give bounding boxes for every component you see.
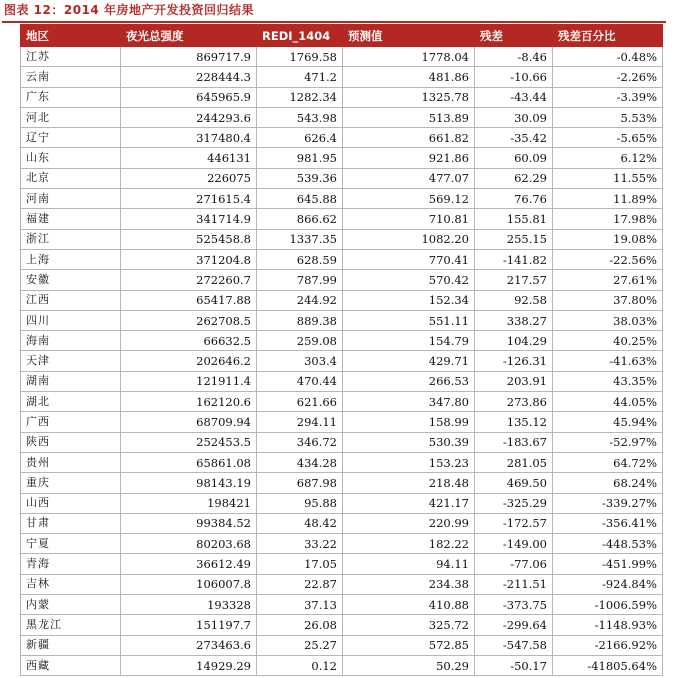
residual-cell: 281.05 <box>475 452 553 472</box>
night-light-cell: 645965.9 <box>121 87 257 107</box>
table-row <box>21 229 663 249</box>
predicted-cell: 266.53 <box>343 371 475 391</box>
night-light-cell: 272260.7 <box>121 270 257 290</box>
night-light-cell: 525458.8 <box>121 229 257 249</box>
region-cell: 云南 <box>21 67 121 87</box>
regression-results-table <box>20 24 663 676</box>
region-cell: 四川 <box>21 310 121 330</box>
residual-percent-cell: -41.63% <box>553 351 663 371</box>
residual-percent-cell: 37.80% <box>553 290 663 310</box>
figure-title: 图表 12：2014 年房地产开发投资回归结果 <box>4 3 254 17</box>
redi-cell: 1282.34 <box>257 87 343 107</box>
redi-cell: 37.13 <box>257 595 343 615</box>
residual-cell: 30.09 <box>475 107 553 127</box>
predicted-cell: 50.29 <box>343 655 475 675</box>
region-cell: 山东 <box>21 148 121 168</box>
night-light-cell: 273463.6 <box>121 635 257 655</box>
region-cell: 内蒙 <box>21 595 121 615</box>
residual-percent-cell: -52.97% <box>553 432 663 452</box>
residual-percent-cell: -339.27% <box>553 493 663 513</box>
region-cell: 重庆 <box>21 473 121 493</box>
night-light-cell: 121911.4 <box>121 371 257 391</box>
table-row <box>21 209 663 229</box>
residual-percent-cell: 17.98% <box>553 209 663 229</box>
residual-percent-cell: -5.65% <box>553 128 663 148</box>
region-cell: 广西 <box>21 412 121 432</box>
table-row <box>21 47 663 67</box>
table-row <box>21 473 663 493</box>
predicted-cell: 158.99 <box>343 412 475 432</box>
table-row <box>21 148 663 168</box>
predicted-cell: 1325.78 <box>343 87 475 107</box>
residual-cell: -141.82 <box>475 249 553 269</box>
night-light-cell: 36612.49 <box>121 554 257 574</box>
night-light-cell: 99384.52 <box>121 513 257 533</box>
table-row <box>21 554 663 574</box>
table-row <box>21 452 663 472</box>
table-row <box>21 290 663 310</box>
region-cell: 安徽 <box>21 270 121 290</box>
table-row <box>21 310 663 330</box>
residual-percent-cell: 68.24% <box>553 473 663 493</box>
redi-cell: 981.95 <box>257 148 343 168</box>
table-row <box>21 87 663 107</box>
header-region: 地区 <box>21 25 121 47</box>
residual-percent-cell: 5.53% <box>553 107 663 127</box>
night-light-cell: 371204.8 <box>121 249 257 269</box>
residual-percent-cell: 6.12% <box>553 148 663 168</box>
residual-cell: 203.91 <box>475 371 553 391</box>
redi-cell: 687.98 <box>257 473 343 493</box>
table-row <box>21 168 663 188</box>
table-row <box>21 67 663 87</box>
region-cell: 河北 <box>21 107 121 127</box>
night-light-cell: 68709.94 <box>121 412 257 432</box>
table-row <box>21 412 663 432</box>
night-light-cell: 244293.6 <box>121 107 257 127</box>
region-cell: 陕西 <box>21 432 121 452</box>
redi-cell: 244.92 <box>257 290 343 310</box>
table-row <box>21 432 663 452</box>
redi-cell: 48.42 <box>257 513 343 533</box>
residual-percent-cell: -356.41% <box>553 513 663 533</box>
region-cell: 浙江 <box>21 229 121 249</box>
redi-cell: 621.66 <box>257 392 343 412</box>
night-light-cell: 869717.9 <box>121 47 257 67</box>
night-light-cell: 202646.2 <box>121 351 257 371</box>
night-light-cell: 252453.5 <box>121 432 257 452</box>
predicted-cell: 347.80 <box>343 392 475 412</box>
night-light-cell: 14929.29 <box>121 655 257 675</box>
residual-cell: 104.29 <box>475 331 553 351</box>
table-row <box>21 392 663 412</box>
redi-cell: 1769.58 <box>257 47 343 67</box>
header-night-light-intensity: 夜光总强度 <box>121 25 257 47</box>
predicted-cell: 220.99 <box>343 513 475 533</box>
redi-cell: 628.59 <box>257 249 343 269</box>
region-cell: 甘肃 <box>21 513 121 533</box>
region-cell: 新疆 <box>21 635 121 655</box>
predicted-cell: 94.11 <box>343 554 475 574</box>
region-cell: 福建 <box>21 209 121 229</box>
region-cell: 江西 <box>21 290 121 310</box>
region-cell: 辽宁 <box>21 128 121 148</box>
table-row <box>21 534 663 554</box>
redi-cell: 471.2 <box>257 67 343 87</box>
region-cell: 海南 <box>21 331 121 351</box>
redi-cell: 434.28 <box>257 452 343 472</box>
residual-cell: -10.66 <box>475 67 553 87</box>
residual-percent-cell: -0.48% <box>553 47 663 67</box>
predicted-cell: 152.34 <box>343 290 475 310</box>
region-cell: 贵州 <box>21 452 121 472</box>
title-rule <box>2 21 666 23</box>
predicted-cell: 710.81 <box>343 209 475 229</box>
redi-cell: 0.12 <box>257 655 343 675</box>
residual-cell: -299.64 <box>475 615 553 635</box>
residual-percent-cell: -2166.92% <box>553 635 663 655</box>
residual-percent-cell: 38.03% <box>553 310 663 330</box>
redi-cell: 25.27 <box>257 635 343 655</box>
redi-cell: 787.99 <box>257 270 343 290</box>
residual-percent-cell: 64.72% <box>553 452 663 472</box>
residual-cell: 62.29 <box>475 168 553 188</box>
redi-cell: 303.4 <box>257 351 343 371</box>
residual-cell: -325.29 <box>475 493 553 513</box>
night-light-cell: 271615.4 <box>121 189 257 209</box>
table-row <box>21 371 663 391</box>
predicted-cell: 569.12 <box>343 189 475 209</box>
residual-percent-cell: -41805.64% <box>553 655 663 675</box>
region-cell: 广东 <box>21 87 121 107</box>
table-row <box>21 249 663 269</box>
residual-percent-cell: -1148.93% <box>553 615 663 635</box>
table-row <box>21 493 663 513</box>
table-row <box>21 615 663 635</box>
predicted-cell: 481.86 <box>343 67 475 87</box>
night-light-cell: 98143.19 <box>121 473 257 493</box>
table-body <box>21 47 663 676</box>
predicted-cell: 234.38 <box>343 574 475 594</box>
predicted-cell: 1778.04 <box>343 47 475 67</box>
residual-percent-cell: -451.99% <box>553 554 663 574</box>
table-header-row <box>21 25 663 47</box>
table-row <box>21 107 663 127</box>
region-cell: 天津 <box>21 351 121 371</box>
header-residual-percent: 残差百分比 <box>553 25 663 47</box>
residual-percent-cell: -3.39% <box>553 87 663 107</box>
table-row <box>21 655 663 675</box>
night-light-cell: 65417.88 <box>121 290 257 310</box>
residual-cell: 217.57 <box>475 270 553 290</box>
residual-percent-cell: -22.56% <box>553 249 663 269</box>
table-row <box>21 635 663 655</box>
redi-cell: 26.08 <box>257 615 343 635</box>
table-row <box>21 189 663 209</box>
residual-cell: -50.17 <box>475 655 553 675</box>
residual-cell: -183.67 <box>475 432 553 452</box>
night-light-cell: 262708.5 <box>121 310 257 330</box>
redi-cell: 346.72 <box>257 432 343 452</box>
predicted-cell: 570.42 <box>343 270 475 290</box>
residual-cell: -77.06 <box>475 554 553 574</box>
residual-percent-cell: 40.25% <box>553 331 663 351</box>
residual-cell: -35.42 <box>475 128 553 148</box>
redi-cell: 22.87 <box>257 574 343 594</box>
redi-cell: 259.08 <box>257 331 343 351</box>
residual-cell: -8.46 <box>475 47 553 67</box>
residual-cell: 76.76 <box>475 189 553 209</box>
predicted-cell: 421.17 <box>343 493 475 513</box>
residual-percent-cell: -924.84% <box>553 574 663 594</box>
region-cell: 吉林 <box>21 574 121 594</box>
residual-cell: 255.15 <box>475 229 553 249</box>
redi-cell: 294.11 <box>257 412 343 432</box>
redi-cell: 866.62 <box>257 209 343 229</box>
region-cell: 黑龙江 <box>21 615 121 635</box>
residual-cell: 273.86 <box>475 392 553 412</box>
night-light-cell: 446131 <box>121 148 257 168</box>
region-cell: 湖北 <box>21 392 121 412</box>
predicted-cell: 921.86 <box>343 148 475 168</box>
table-row <box>21 351 663 371</box>
region-cell: 宁夏 <box>21 534 121 554</box>
residual-percent-cell: -2.26% <box>553 67 663 87</box>
region-cell: 青海 <box>21 554 121 574</box>
redi-cell: 645.88 <box>257 189 343 209</box>
predicted-cell: 661.82 <box>343 128 475 148</box>
residual-percent-cell: 43.35% <box>553 371 663 391</box>
redi-cell: 95.88 <box>257 493 343 513</box>
residual-cell: -149.00 <box>475 534 553 554</box>
table-row <box>21 270 663 290</box>
predicted-cell: 572.85 <box>343 635 475 655</box>
header-predicted: 预测值 <box>343 25 475 47</box>
region-cell: 山西 <box>21 493 121 513</box>
predicted-cell: 218.48 <box>343 473 475 493</box>
residual-percent-cell: 19.08% <box>553 229 663 249</box>
night-light-cell: 162120.6 <box>121 392 257 412</box>
redi-cell: 889.38 <box>257 310 343 330</box>
night-light-cell: 80203.68 <box>121 534 257 554</box>
table-row <box>21 513 663 533</box>
predicted-cell: 153.23 <box>343 452 475 472</box>
residual-cell: 469.50 <box>475 473 553 493</box>
residual-cell: -43.44 <box>475 87 553 107</box>
residual-cell: 135.12 <box>475 412 553 432</box>
residual-cell: -547.58 <box>475 635 553 655</box>
night-light-cell: 341714.9 <box>121 209 257 229</box>
table-row <box>21 331 663 351</box>
predicted-cell: 551.11 <box>343 310 475 330</box>
predicted-cell: 477.07 <box>343 168 475 188</box>
predicted-cell: 182.22 <box>343 534 475 554</box>
residual-percent-cell: 11.55% <box>553 168 663 188</box>
table-row <box>21 595 663 615</box>
region-cell: 湖南 <box>21 371 121 391</box>
residual-cell: -172.57 <box>475 513 553 533</box>
residual-percent-cell: 45.94% <box>553 412 663 432</box>
residual-percent-cell: -1006.59% <box>553 595 663 615</box>
predicted-cell: 770.41 <box>343 249 475 269</box>
night-light-cell: 65861.08 <box>121 452 257 472</box>
redi-cell: 539.36 <box>257 168 343 188</box>
night-light-cell: 193328 <box>121 595 257 615</box>
residual-cell: -211.51 <box>475 574 553 594</box>
region-cell: 江苏 <box>21 47 121 67</box>
residual-cell: 92.58 <box>475 290 553 310</box>
night-light-cell: 66632.5 <box>121 331 257 351</box>
residual-cell: 155.81 <box>475 209 553 229</box>
region-cell: 河南 <box>21 189 121 209</box>
residual-percent-cell: 27.61% <box>553 270 663 290</box>
residual-cell: -373.75 <box>475 595 553 615</box>
predicted-cell: 1082.20 <box>343 229 475 249</box>
predicted-cell: 513.89 <box>343 107 475 127</box>
redi-cell: 17.05 <box>257 554 343 574</box>
residual-cell: 338.27 <box>475 310 553 330</box>
redi-cell: 33.22 <box>257 534 343 554</box>
redi-cell: 470.44 <box>257 371 343 391</box>
redi-cell: 1337.35 <box>257 229 343 249</box>
predicted-cell: 530.39 <box>343 432 475 452</box>
table-row <box>21 128 663 148</box>
residual-percent-cell: 11.89% <box>553 189 663 209</box>
header-redi-1404: REDI_1404 <box>257 25 343 47</box>
night-light-cell: 151197.7 <box>121 615 257 635</box>
residual-cell: -126.31 <box>475 351 553 371</box>
region-cell: 西藏 <box>21 655 121 675</box>
residual-percent-cell: 44.05% <box>553 392 663 412</box>
night-light-cell: 317480.4 <box>121 128 257 148</box>
region-cell: 上海 <box>21 249 121 269</box>
table-row <box>21 574 663 594</box>
residual-percent-cell: -448.53% <box>553 534 663 554</box>
residual-cell: 60.09 <box>475 148 553 168</box>
night-light-cell: 226075 <box>121 168 257 188</box>
predicted-cell: 325.72 <box>343 615 475 635</box>
header-residual: 残差 <box>475 25 553 47</box>
predicted-cell: 429.71 <box>343 351 475 371</box>
night-light-cell: 228444.3 <box>121 67 257 87</box>
night-light-cell: 198421 <box>121 493 257 513</box>
predicted-cell: 410.88 <box>343 595 475 615</box>
region-cell: 北京 <box>21 168 121 188</box>
redi-cell: 626.4 <box>257 128 343 148</box>
night-light-cell: 106007.8 <box>121 574 257 594</box>
redi-cell: 543.98 <box>257 107 343 127</box>
predicted-cell: 154.79 <box>343 331 475 351</box>
